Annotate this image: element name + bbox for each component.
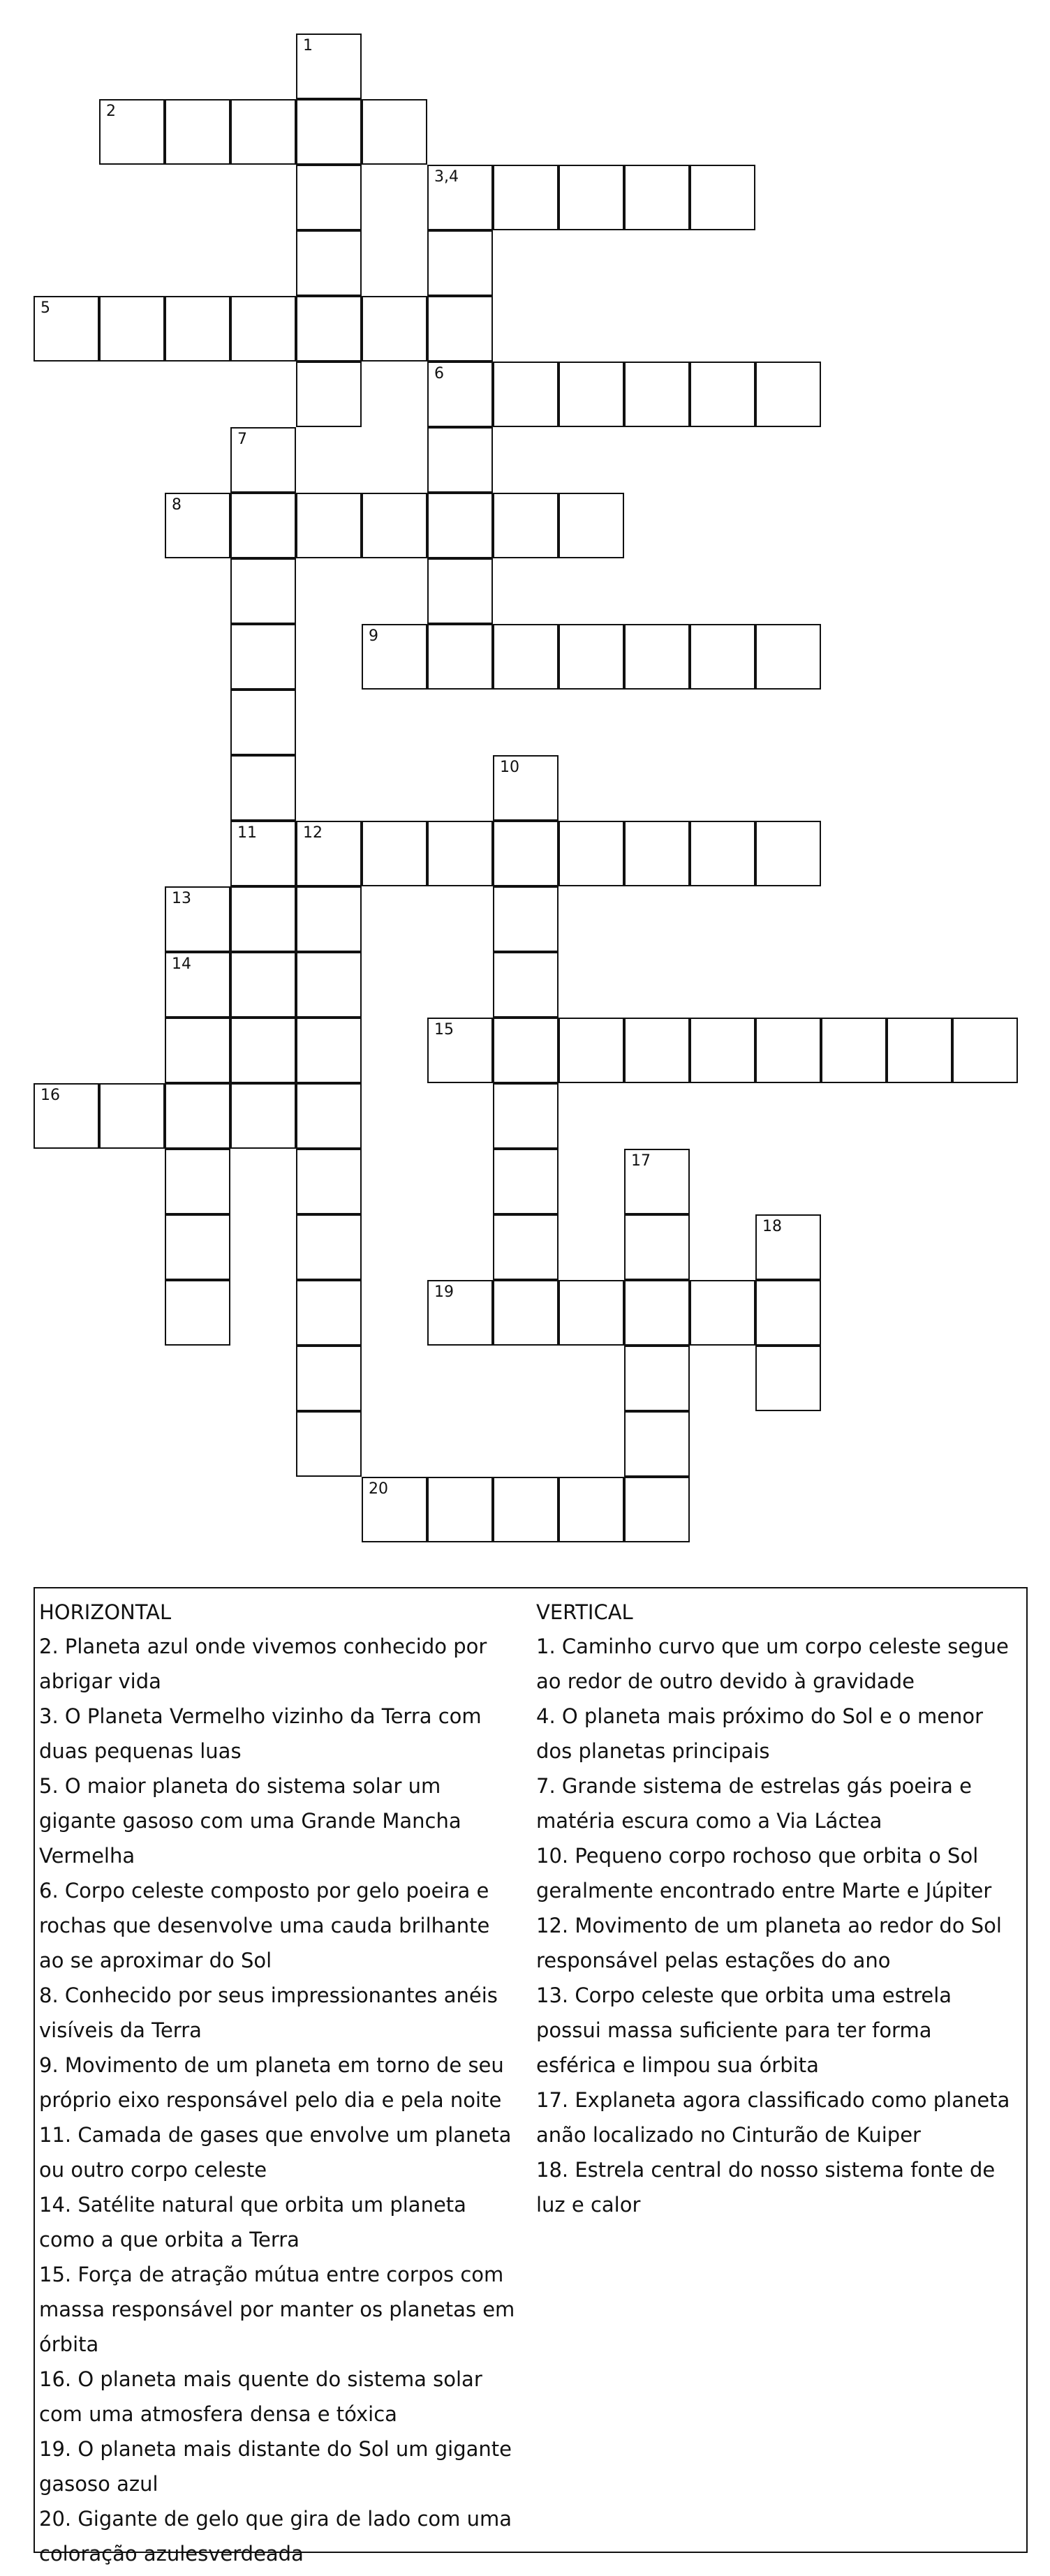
grid-cell[interactable]: [690, 165, 755, 230]
grid-cell[interactable]: [755, 1280, 821, 1346]
grid-cell-13[interactable]: [165, 886, 230, 952]
grid-cell[interactable]: [230, 952, 296, 1018]
grid-cell-6[interactable]: [427, 362, 493, 427]
grid-cell[interactable]: [755, 1346, 821, 1411]
grid-cell-20[interactable]: [362, 1477, 427, 1542]
clue-number: 6: [434, 365, 444, 382]
grid-cell[interactable]: [296, 1214, 362, 1280]
horizontal-title: HORIZONTAL: [39, 1600, 172, 1624]
grid-cell[interactable]: [427, 558, 493, 624]
grid-cell[interactable]: [296, 886, 362, 952]
clue-number: 17: [631, 1152, 651, 1170]
grid-cell[interactable]: [690, 821, 755, 886]
grid-cell-1[interactable]: [296, 33, 362, 99]
grid-cell[interactable]: [624, 1280, 690, 1346]
grid-cell[interactable]: [99, 296, 165, 362]
grid-cell[interactable]: [952, 1018, 1018, 1083]
grid-cell[interactable]: [230, 755, 296, 821]
vertical-title: VERTICAL: [536, 1600, 633, 1624]
clue-h-11: 11. Camada de gases que envolve um planeta ou outro corpo celeste: [39, 2123, 512, 2182]
grid-cell[interactable]: [755, 624, 821, 690]
grid-cell-12[interactable]: [296, 821, 362, 886]
grid-cell[interactable]: [362, 296, 427, 362]
grid-cell[interactable]: [493, 624, 559, 690]
clue-v-7: 7. Grande sistema de estrelas gás poeira e matéria escura como a Via Láctea: [536, 1774, 973, 1833]
grid-cell-2[interactable]: [99, 99, 165, 165]
clue-number: 18: [762, 1218, 782, 1235]
clue-h-9: 9. Movimento de um planeta em torno de seu próprio eixo responsável pelo dia e pela noite: [39, 2053, 504, 2112]
grid-cell[interactable]: [296, 1346, 362, 1411]
grid-cell[interactable]: [624, 362, 690, 427]
grid-cell[interactable]: [427, 296, 493, 362]
grid-cell[interactable]: [559, 1280, 624, 1346]
grid-cell[interactable]: [493, 1477, 559, 1542]
clue-number: 5: [40, 299, 50, 317]
clue-h-16: 16. O planeta mais quente do sistema solar com uma atmosfera densa e tóxica: [39, 2367, 482, 2426]
clue-number: 12: [303, 824, 323, 842]
grid-cell[interactable]: [427, 821, 493, 886]
grid-cell[interactable]: [690, 624, 755, 690]
grid-cell[interactable]: [559, 821, 624, 886]
grid-cell[interactable]: [493, 1280, 559, 1346]
grid-cell[interactable]: [296, 1280, 362, 1346]
grid-cell[interactable]: [296, 99, 362, 165]
clue-number: 7: [237, 431, 247, 448]
clue-number: 13: [172, 890, 191, 907]
grid-cell[interactable]: [230, 296, 296, 362]
grid-cell[interactable]: [493, 1214, 559, 1280]
grid-cell[interactable]: [624, 821, 690, 886]
clue-number: 14: [172, 955, 191, 973]
clue-h-2: 2. Planeta azul onde vivemos conhecido por abrigar vida: [39, 1635, 487, 1693]
grid-cell-5[interactable]: [34, 296, 99, 362]
grid-cell[interactable]: [755, 362, 821, 427]
grid-cell[interactable]: [690, 362, 755, 427]
grid-cell-10[interactable]: [493, 755, 559, 821]
clue-number: 11: [237, 824, 257, 842]
grid-cell[interactable]: [230, 624, 296, 690]
grid-cell[interactable]: [230, 886, 296, 952]
grid-cell[interactable]: [624, 1477, 690, 1542]
clue-number: 16: [40, 1087, 60, 1104]
grid-cell-3_4[interactable]: [427, 165, 493, 230]
grid-cell[interactable]: [493, 493, 559, 558]
grid-cell[interactable]: [362, 99, 427, 165]
grid-cell[interactable]: [230, 1018, 296, 1083]
grid-cell-8[interactable]: [165, 493, 230, 558]
grid-cell[interactable]: [230, 493, 296, 558]
grid-cell[interactable]: [165, 1083, 230, 1149]
grid-cell[interactable]: [493, 362, 559, 427]
grid-cell[interactable]: [755, 1018, 821, 1083]
grid-cell[interactable]: [296, 493, 362, 558]
horizontal-clues: [39, 1595, 521, 2571]
vertical-clues: [536, 1595, 1018, 2222]
grid-cell[interactable]: [296, 1018, 362, 1083]
grid-cell-7[interactable]: [230, 427, 296, 493]
grid-cell[interactable]: [821, 1018, 887, 1083]
clue-v-18: 18. Estrela central do nosso sistema fonte de luz e calor: [536, 2158, 996, 2217]
clue-h-8: 8. Conhecido por seus impressionantes anéis visíveis da Terra: [39, 1983, 498, 2042]
grid-cell[interactable]: [362, 821, 427, 886]
clue-h-15: 15. Força de atração mútua entre corpos com massa responsável por manter os planetas em órbita: [39, 2263, 515, 2356]
grid-cell[interactable]: [296, 952, 362, 1018]
grid-cell-16[interactable]: [34, 1083, 99, 1149]
grid-cell[interactable]: [296, 1149, 362, 1214]
clue-h-19: 19. O planeta mais distante do Sol um gigante gasoso azul: [39, 2437, 512, 2496]
clue-h-3: 3. O Planeta Vermelho vizinho da Terra com duas pequenas luas: [39, 1704, 482, 1763]
grid-cell[interactable]: [427, 624, 493, 690]
grid-cell[interactable]: [230, 690, 296, 755]
grid-cell[interactable]: [690, 1280, 755, 1346]
clue-number: 20: [369, 1480, 388, 1498]
grid-cell[interactable]: [493, 1083, 559, 1149]
grid-cell[interactable]: [296, 362, 362, 427]
grid-cell[interactable]: [296, 1411, 362, 1477]
grid-cell[interactable]: [427, 493, 493, 558]
grid-cell[interactable]: [230, 1083, 296, 1149]
grid-cell[interactable]: [165, 1149, 230, 1214]
grid-cell[interactable]: [296, 1083, 362, 1149]
grid-cell[interactable]: [559, 493, 624, 558]
grid-cell[interactable]: [296, 296, 362, 362]
clue-v-4: 4. O planeta mais próximo do Sol e o menor dos planetas principais: [536, 1704, 984, 1763]
clue-h-14: 14. Satélite natural que orbita um planeta como a que orbita a Terra: [39, 2193, 466, 2251]
grid-cell[interactable]: [690, 1018, 755, 1083]
grid-cell[interactable]: [296, 165, 362, 230]
grid-cell[interactable]: [493, 1149, 559, 1214]
grid-cell[interactable]: [493, 1018, 559, 1083]
grid-cell[interactable]: [624, 1214, 690, 1280]
grid-cell[interactable]: [559, 1477, 624, 1542]
grid-cell[interactable]: [493, 952, 559, 1018]
grid-cell[interactable]: [559, 1018, 624, 1083]
grid-cell[interactable]: [624, 1018, 690, 1083]
grid-cell-19[interactable]: [427, 1280, 493, 1346]
grid-cell[interactable]: [230, 99, 296, 165]
clue-h-6: 6. Corpo celeste composto por gelo poeira e rochas que desenvolve uma cauda brilhante ao se aproximar do Sol: [39, 1879, 490, 1972]
grid-cell-15[interactable]: [427, 1018, 493, 1083]
grid-cell[interactable]: [887, 1018, 952, 1083]
grid-cell[interactable]: [493, 165, 559, 230]
clue-number: 9: [369, 627, 378, 645]
grid-cell[interactable]: [165, 296, 230, 362]
grid-cell-18[interactable]: [755, 1214, 821, 1280]
grid-cell-9[interactable]: [362, 624, 427, 690]
grid-cell[interactable]: [165, 1280, 230, 1346]
grid-cell[interactable]: [493, 886, 559, 952]
grid-cell[interactable]: [755, 821, 821, 886]
clue-v-12: 12. Movimento de um planeta ao redor do Sol responsável pelas estações do ano: [536, 1914, 1002, 1972]
grid-cell[interactable]: [624, 165, 690, 230]
clue-v-17: 17. Explaneta agora classificado como planeta anão localizado no Cinturão de Kuiper: [536, 2088, 1010, 2147]
grid-cell[interactable]: [427, 1477, 493, 1542]
grid-cell[interactable]: [427, 230, 493, 296]
clue-number: 8: [172, 496, 182, 514]
grid-cell[interactable]: [165, 1018, 230, 1083]
grid-cell[interactable]: [624, 624, 690, 690]
clue-h-20: 20. Gigante de gelo que gira de lado com uma coloração azulesverdeada: [39, 2507, 512, 2566]
clue-number: 15: [434, 1021, 454, 1038]
grid-cell[interactable]: [624, 1411, 690, 1477]
clues-box: [34, 1587, 1028, 2566]
grid-cell[interactable]: [99, 1083, 165, 1149]
clue-number: 19: [434, 1283, 454, 1301]
grid-cell-11[interactable]: [230, 821, 296, 886]
grid-cell[interactable]: [559, 165, 624, 230]
clue-number: 10: [500, 759, 519, 776]
grid-cell-14[interactable]: [165, 952, 230, 1018]
grid-cell[interactable]: [296, 230, 362, 296]
clue-v-10: 10. Pequeno corpo rochoso que orbita o Sol geralmente encontrado entre Marte e Júpiter: [536, 1844, 992, 1903]
grid-cell[interactable]: [165, 1214, 230, 1280]
clue-number: 3,4: [434, 168, 459, 186]
grid-cell[interactable]: [493, 821, 559, 886]
grid-cell[interactable]: [362, 493, 427, 558]
grid-cell[interactable]: [624, 1346, 690, 1411]
grid-cell[interactable]: [230, 558, 296, 624]
grid-cell[interactable]: [427, 427, 493, 493]
grid-cell[interactable]: [559, 624, 624, 690]
clue-h-5: 5. O maior planeta do sistema solar um gigante gasoso com uma Grande Mancha Vermelha: [39, 1774, 461, 1868]
grid-cell[interactable]: [165, 99, 230, 165]
clue-number: 1: [303, 37, 313, 54]
clue-number: 2: [106, 103, 116, 120]
grid-cell-17[interactable]: [624, 1149, 690, 1214]
grid-cell[interactable]: [559, 362, 624, 427]
clue-v-1: 1. Caminho curvo que um corpo celeste segue ao redor de outro devido à gravidade: [536, 1635, 1009, 1693]
clue-v-13: 13. Corpo celeste que orbita uma estrela possui massa suficiente para ter forma esférica e limpou sua órbita: [536, 1983, 952, 2077]
